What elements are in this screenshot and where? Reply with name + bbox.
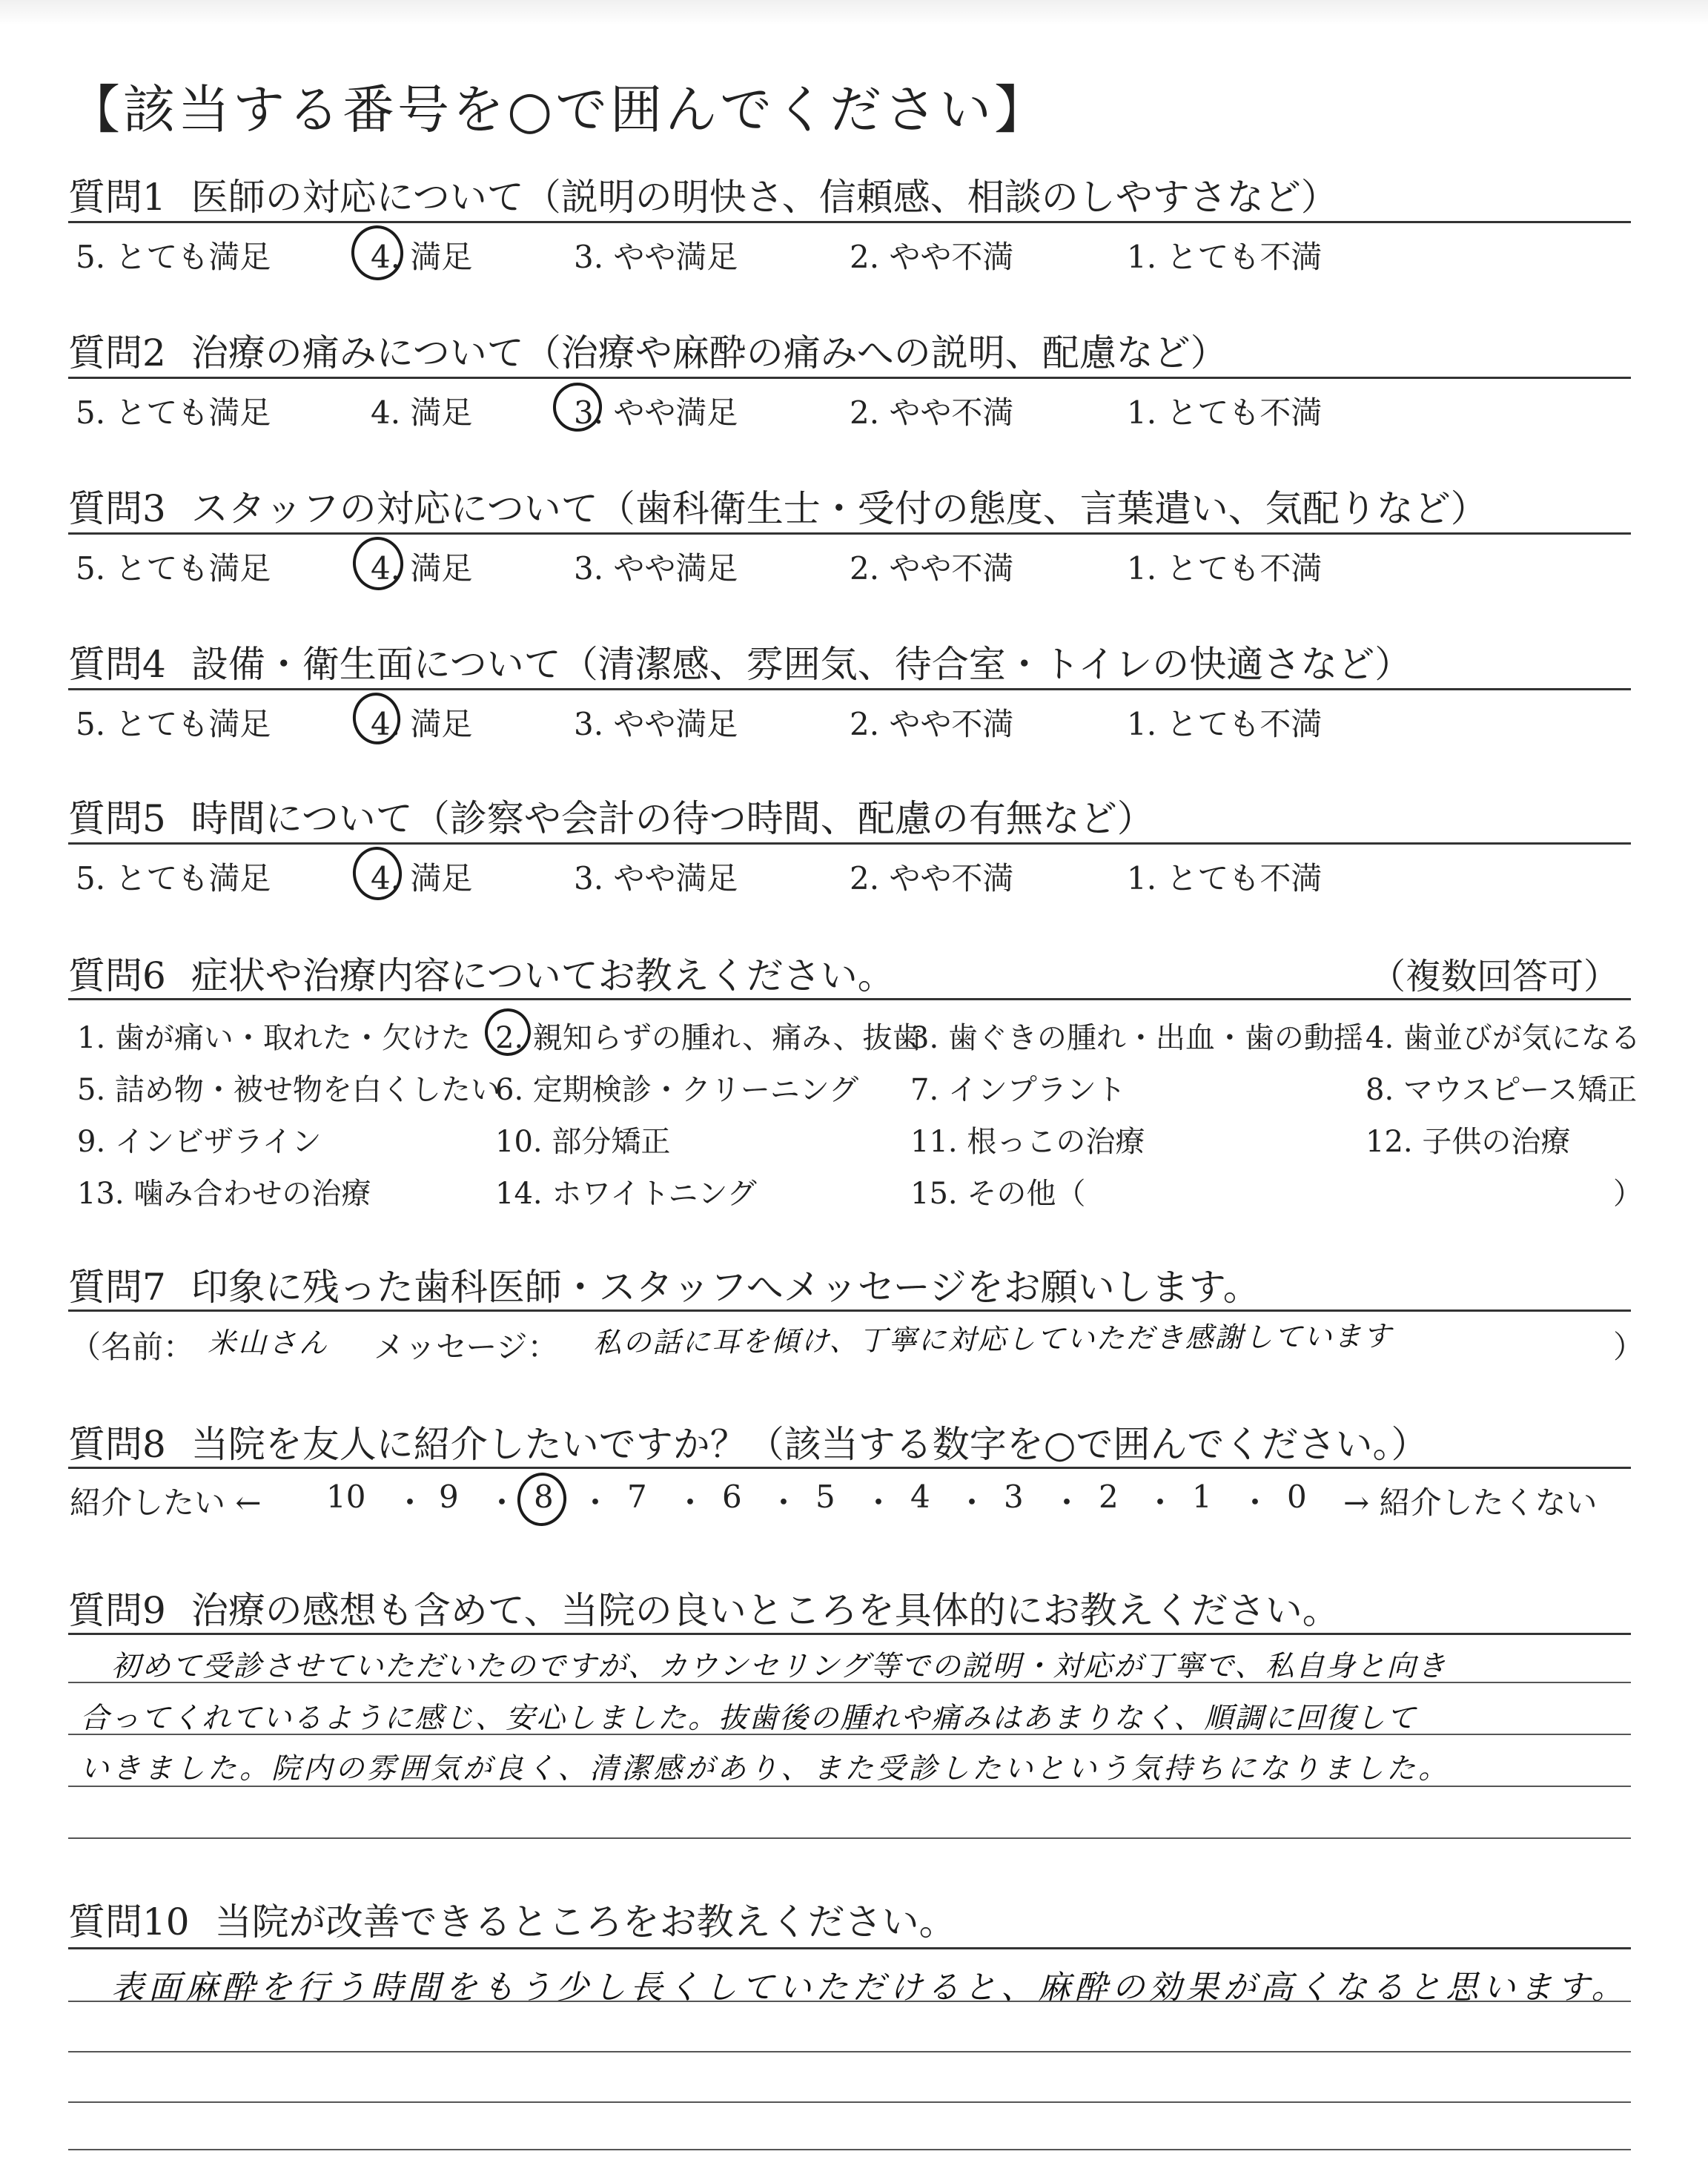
q5-option-3[interactable]: 3. やや満足: [574, 860, 738, 896]
q6-item-6[interactable]: 6. 定期検診・クリーニング: [495, 1073, 859, 1107]
q8-dot: ・: [394, 1484, 426, 1521]
q5-title: [68, 789, 1154, 842]
q4-option-2[interactable]: 2. やや不満: [850, 706, 1014, 742]
q8-value-8[interactable]: 8: [534, 1479, 554, 1515]
q7-message-value[interactable]: 私の話に耳を傾け、丁寧に対応していただき感謝しています: [592, 1319, 1393, 1359]
q6-item-3[interactable]: 3. 歯ぐきの腫れ・出血・歯の動揺: [910, 1021, 1363, 1055]
q8-dot: ・: [675, 1484, 706, 1521]
q6-item-1[interactable]: 1. 歯が痛い・取れた・欠けた: [77, 1021, 471, 1055]
q7-title: [68, 1258, 1260, 1311]
q6-item-8[interactable]: 8. マウスピース矯正: [1366, 1073, 1638, 1107]
q7-close-paren: ）: [1613, 1329, 1645, 1365]
q5-number: 質問5: [68, 797, 166, 840]
q8-text: 当院を友人に紹介したいですか？（該当する数字を○で囲んでください。）: [191, 1423, 1429, 1466]
q9-answer-line-2[interactable]: 合ってくれているように感じ、安心しました。抜歯後の腫れや痛みはあまりなく、順調に回復して: [80, 1702, 1417, 1735]
q3-rule: [68, 532, 1631, 535]
q6-item-9[interactable]: 9. インビザライン: [77, 1125, 322, 1159]
q5-option-1[interactable]: 1. とても不満: [1127, 860, 1323, 896]
q9-title: [68, 1581, 1340, 1634]
q9-text: 治療の感想も含めて、当院の良いところを具体的にお教えください。: [191, 1589, 1340, 1632]
q4-rule: [68, 688, 1631, 690]
q9-answer-line-1[interactable]: 初めて受診させていただいたのですが、カウンセリング等での説明・対応が丁寧で、私自身と向き: [111, 1650, 1448, 1683]
q9-rule: [68, 1633, 1631, 1635]
q7-number: 質問7: [68, 1266, 166, 1309]
q7-rule: [68, 1309, 1631, 1312]
q5-rule: [68, 842, 1631, 845]
q2-option-5[interactable]: 5. とても満足: [76, 394, 271, 431]
q9-writing-line: [68, 1682, 1631, 1683]
q3-title: [68, 479, 1488, 532]
q9-writing-line: [68, 1786, 1631, 1787]
q10-answer-line-1[interactable]: 表面麻酔を行う時間をもう少し長くしていただけると、麻酔の効果が高くなると思います。: [111, 1969, 1629, 2007]
q8-dot: ・: [1051, 1484, 1083, 1521]
q2-text: 治療の痛みについて（治療や麻酔の痛みへの説明、配慮など）: [191, 331, 1228, 374]
q1-number: 質問1: [68, 176, 166, 219]
q1-text: 医師の対応について（説明の明快さ、信頼感、相談のしやすさなど）: [191, 176, 1338, 219]
q5-option-4[interactable]: 4. 満足: [371, 860, 473, 896]
q6-item-15-close: ）: [1613, 1177, 1643, 1211]
q2-title: [68, 323, 1228, 377]
q9-answer-line-3[interactable]: いきました。院内の雰囲気が良く、清潔感があり、また受診したいという気持ちになりました。: [80, 1752, 1451, 1786]
q6-item-5[interactable]: 5. 詰め物・被せ物を白くしたい: [77, 1073, 500, 1107]
q8-dot: ・: [768, 1484, 800, 1521]
q8-dot: ・: [863, 1484, 895, 1521]
q10-text: 当院が改善できるところをお教えください。: [214, 1900, 956, 1943]
q8-value-10[interactable]: 10: [326, 1479, 366, 1515]
q2-option-2[interactable]: 2. やや不満: [850, 394, 1014, 431]
q7-message-label: メッセージ：: [374, 1329, 559, 1365]
q2-option-4[interactable]: 4. 満足: [371, 394, 473, 431]
q7-name-value[interactable]: 米山さん: [208, 1327, 330, 1359]
q6-item-15[interactable]: 15. その他（: [910, 1177, 1086, 1211]
q8-value-4[interactable]: 4: [910, 1479, 930, 1515]
q10-rule: [68, 1947, 1631, 1949]
q3-text: スタッフの対応について（歯科衛生士・受付の態度、言葉遣い、気配りなど）: [191, 487, 1488, 530]
q8-value-2[interactable]: 2: [1099, 1479, 1119, 1515]
q8-value-5[interactable]: 5: [815, 1479, 835, 1515]
q1-title: [68, 168, 1338, 221]
q6-text: 症状や治療内容についてお教えください。: [191, 954, 895, 997]
q6-item-12[interactable]: 12. 子供の治療: [1366, 1125, 1571, 1159]
q6-item-13[interactable]: 13. 噛み合わせの治療: [77, 1177, 371, 1211]
q8-dot: ・: [486, 1484, 518, 1521]
q5-option-2[interactable]: 2. やや不満: [850, 860, 1014, 896]
q4-option-5[interactable]: 5. とても満足: [76, 706, 271, 742]
q8-value-7[interactable]: 7: [627, 1479, 647, 1515]
q8-left-label: 紹介したい ←: [70, 1484, 262, 1521]
q9-writing-line: [68, 1837, 1631, 1839]
q1-option-1[interactable]: 1. とても不満: [1127, 239, 1323, 275]
q8-answer-circle: [514, 1470, 569, 1529]
q6-item-14[interactable]: 14. ホワイトニング: [495, 1177, 757, 1211]
q1-option-3[interactable]: 3. やや満足: [574, 239, 738, 275]
q6-title: [68, 946, 895, 1000]
q8-dot: ・: [1239, 1484, 1271, 1521]
q3-option-1[interactable]: 1. とても不満: [1127, 550, 1323, 587]
q4-option-4[interactable]: 4. 満足: [371, 706, 473, 742]
q2-option-3[interactable]: 3. やや満足: [574, 394, 738, 431]
q8-dot: ・: [580, 1484, 612, 1521]
q6-item-2[interactable]: 2. 親知らずの腫れ、痛み、抜歯: [495, 1021, 922, 1055]
q10-writing-line: [68, 2101, 1631, 2103]
q8-value-9[interactable]: 9: [439, 1479, 459, 1515]
q6-number: 質問6: [68, 954, 166, 997]
q7-text: 印象に残った歯科医師・スタッフへメッセージをお願いします。: [191, 1266, 1260, 1309]
q8-dot: ・: [1145, 1484, 1176, 1521]
q3-number: 質問3: [68, 487, 166, 530]
q2-number: 質問2: [68, 331, 166, 374]
q5-text: 時間について（診察や会計の待つ時間、配慮の有無など）: [191, 797, 1154, 840]
q10-writing-line: [68, 2001, 1631, 2002]
q3-option-2[interactable]: 2. やや不満: [850, 550, 1014, 587]
q2-rule: [68, 377, 1631, 379]
q8-right-label: → 紹介したくない: [1343, 1484, 1598, 1521]
q3-option-3[interactable]: 3. やや満足: [574, 550, 738, 587]
q5-option-5[interactable]: 5. とても満足: [76, 860, 271, 896]
q8-title: [68, 1415, 1428, 1468]
q6-item-4[interactable]: 4. 歯並びが気になる: [1366, 1021, 1641, 1055]
q6-rule: [68, 998, 1631, 1000]
q10-title: [68, 1892, 956, 1946]
q6-item-11[interactable]: 11. 根っこの治療: [910, 1125, 1145, 1159]
scan-top-edge: [0, 0, 1708, 25]
q4-option-3[interactable]: 3. やや満足: [574, 706, 738, 742]
q3-option-5[interactable]: 5. とても満足: [76, 550, 271, 587]
q8-value-3[interactable]: 3: [1004, 1479, 1024, 1515]
q10-writing-line: [68, 2051, 1631, 2052]
q1-rule: [68, 221, 1631, 223]
q8-rule: [68, 1467, 1631, 1469]
q3-option-4[interactable]: 4. 満足: [371, 550, 473, 587]
q4-title: [68, 635, 1411, 688]
q10-number: 質問10: [68, 1900, 190, 1943]
q2-option-1[interactable]: 1. とても不満: [1127, 394, 1323, 431]
q8-number: 質問8: [68, 1423, 166, 1466]
q6-item-7[interactable]: 7. インプラント: [910, 1073, 1126, 1107]
q4-text: 設備・衛生面について（清潔感、雰囲気、待合室・トイレの快適さなど）: [191, 643, 1412, 686]
q1-option-4[interactable]: 4. 満足: [371, 239, 473, 275]
q1-option-5[interactable]: 5. とても満足: [76, 239, 271, 275]
q4-option-1[interactable]: 1. とても不満: [1127, 706, 1323, 742]
page-heading: 【該当する番号を○で囲んでください】: [68, 79, 1050, 140]
q6-item-10[interactable]: 10. 部分矯正: [495, 1125, 671, 1159]
q8-value-1[interactable]: 1: [1192, 1479, 1212, 1515]
q1-option-2[interactable]: 2. やや不満: [850, 239, 1014, 275]
q9-number: 質問9: [68, 1589, 166, 1632]
q8-value-0[interactable]: 0: [1287, 1479, 1307, 1515]
q9-writing-line: [68, 1734, 1631, 1735]
q6-multiple-answer-note: （複数回答可）: [1370, 956, 1620, 997]
q8-dot: ・: [956, 1484, 988, 1521]
q7-name-label: （名前：: [70, 1329, 195, 1365]
q4-number: 質問4: [68, 643, 166, 686]
q8-value-6[interactable]: 6: [722, 1479, 742, 1515]
q10-writing-line: [68, 2149, 1631, 2150]
